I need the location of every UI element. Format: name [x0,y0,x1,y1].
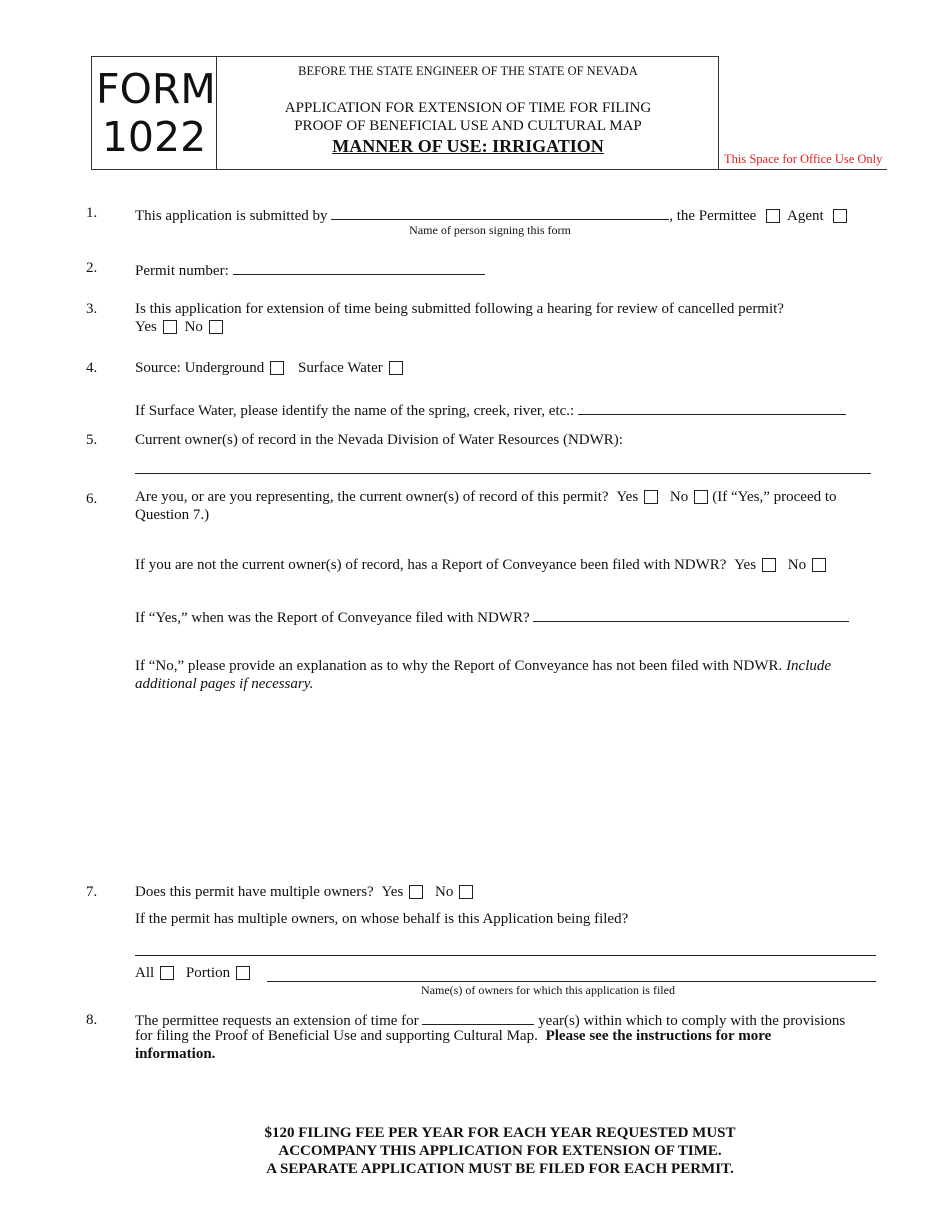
q7-yes-checkbox[interactable] [409,885,423,899]
permittee-checkbox[interactable] [766,209,780,223]
q8-row-2 [135,1028,771,1045]
signer-name-field[interactable] [331,205,669,220]
q7-row [135,884,477,901]
q1-text: This application is submitted by [135,208,328,224]
explanation-text: If “No,” please provide an explanation as to why the Report of Conveyance has not been filed with NDWR. [135,658,783,674]
conveyance-yes-checkbox[interactable] [762,558,776,572]
header-title-line2: PROOF OF BENEFICIAL USE AND CULTURAL MAP [294,118,642,134]
underground-checkbox[interactable] [270,361,284,375]
q7-number: 7. [86,884,98,900]
surface-water-text: If Surface Water, please identify the name of the spring, creek, river, etc.: [135,403,575,419]
q3-yes-checkbox[interactable] [163,320,177,334]
q5-text: Current owner(s) of record in the Nevada Division of Water Resources (NDWR): [135,432,623,448]
owner-names-field[interactable] [267,981,876,982]
conveyance-date-row [135,607,849,627]
q6-proceed-text: (If “Yes,” proceed to [712,489,837,505]
q6-no-checkbox[interactable] [694,490,708,504]
portion-checkbox[interactable] [236,966,250,980]
q2-text: Permit number: [135,263,229,279]
q6-no-label: No [669,489,689,505]
conveyance-row [135,557,830,574]
conveyance-explanation [135,657,875,693]
explanation-note: Include additional pages if necessary. [135,658,832,692]
q7-no-label: No [435,884,454,900]
q7-behalf-text: If the permit has multiple owners, on whose behalf is this Application being filed? [135,911,629,927]
q2-row [135,260,485,280]
office-use-line [719,169,887,170]
q6-row [135,489,837,506]
agent-checkbox[interactable] [833,209,847,223]
q5-number: 5. [86,432,98,448]
signer-name-caption: Name of person signing this form [409,223,571,237]
q8-instructions: Please see the instructions for more [545,1028,772,1044]
behalf-field[interactable] [135,955,876,956]
fee-notice-line1: $120 FILING FEE PER YEAR FOR EACH YEAR REQUESTED MUST [264,1125,736,1141]
surface-water-checkbox[interactable] [389,361,403,375]
permit-number-field[interactable] [233,260,485,275]
header-title-line1: APPLICATION FOR EXTENSION OF TIME FOR FILING [284,100,652,116]
portion-label: Portion [185,965,231,981]
q3-number: 3. [86,301,98,317]
q3-no-checkbox[interactable] [209,320,223,334]
q4-number: 4. [86,360,98,376]
q8-text-b: year(s) within which to comply with the provisions [538,1013,846,1029]
fee-notice-line2: ACCOMPANY THIS APPLICATION FOR EXTENSION OF TIME. [278,1143,722,1159]
extension-years-field[interactable] [422,1010,534,1025]
conveyance-text: If you are not the current owner(s) of record, has a Report of Conveyance been filed with NDWR? [135,557,727,573]
agent-label: Agent [786,208,824,224]
conveyance-yes-label: Yes [734,557,757,573]
office-use-label: This Space for Office Use Only [724,152,883,166]
q7-text: Does this permit have multiple owners? [135,884,374,900]
form-label: FORM [96,65,216,113]
q8-text-c: for filing the Proof of Beneficial Use and supporting Cultural Map. [135,1028,538,1044]
q6-yes-label: Yes [616,489,639,505]
header-title-manner: MANNER OF USE: IRRIGATION [332,136,604,156]
source-underground-label: Source: Underground [135,360,265,376]
q3-text: Is this application for extension of time being submitted following a hearing for review of cancelled permit? [135,301,784,317]
q6-yes-checkbox[interactable] [644,490,658,504]
form-number: 1022 [101,113,207,161]
q4-row [135,360,407,377]
q1-row [135,205,851,225]
q3-yes-label: Yes [135,319,157,335]
conveyance-date-field[interactable] [533,607,849,622]
all-checkbox[interactable] [160,966,174,980]
q7-no-checkbox[interactable] [459,885,473,899]
q8-instructions-cont: information. [135,1046,216,1062]
q6-number: 6. [86,491,98,507]
surface-water-row [135,400,846,420]
q6-proceed-text-cont: Question 7.) [135,507,210,523]
fee-notice-line3: A SEPARATE APPLICATION MUST BE FILED FOR EACH PERMIT. [266,1161,734,1177]
surface-water-label: Surface Water [298,360,383,376]
q1-number: 1. [86,205,98,221]
q2-number: 2. [86,260,98,276]
owner-names-caption: Name(s) of owners for which this application is filed [421,983,675,997]
current-owner-field[interactable] [135,473,871,474]
conveyance-date-text: If “Yes,” when was the Report of Conveyance filed with NDWR? [135,610,530,626]
header-subtitle: BEFORE THE STATE ENGINEER OF THE STATE OF NEVADA [298,64,638,78]
q6-text: Are you, or are you representing, the current owner(s) of record of this permit? [135,489,609,505]
q8-text-a: The permittee requests an extension of time for [135,1013,419,1029]
all-label: All [135,965,155,981]
all-portion-row [135,965,254,982]
q3-no-label: No [184,319,203,335]
q8-row [135,1010,845,1030]
q7-yes-label: Yes [381,884,404,900]
permittee-label: , the Permittee [669,208,757,224]
conveyance-no-checkbox[interactable] [812,558,826,572]
conveyance-no-label: No [787,557,807,573]
explanation-area[interactable] [135,700,875,860]
surface-water-name-field[interactable] [578,400,846,415]
q8-number: 8. [86,1012,98,1028]
q3-options [135,319,227,336]
